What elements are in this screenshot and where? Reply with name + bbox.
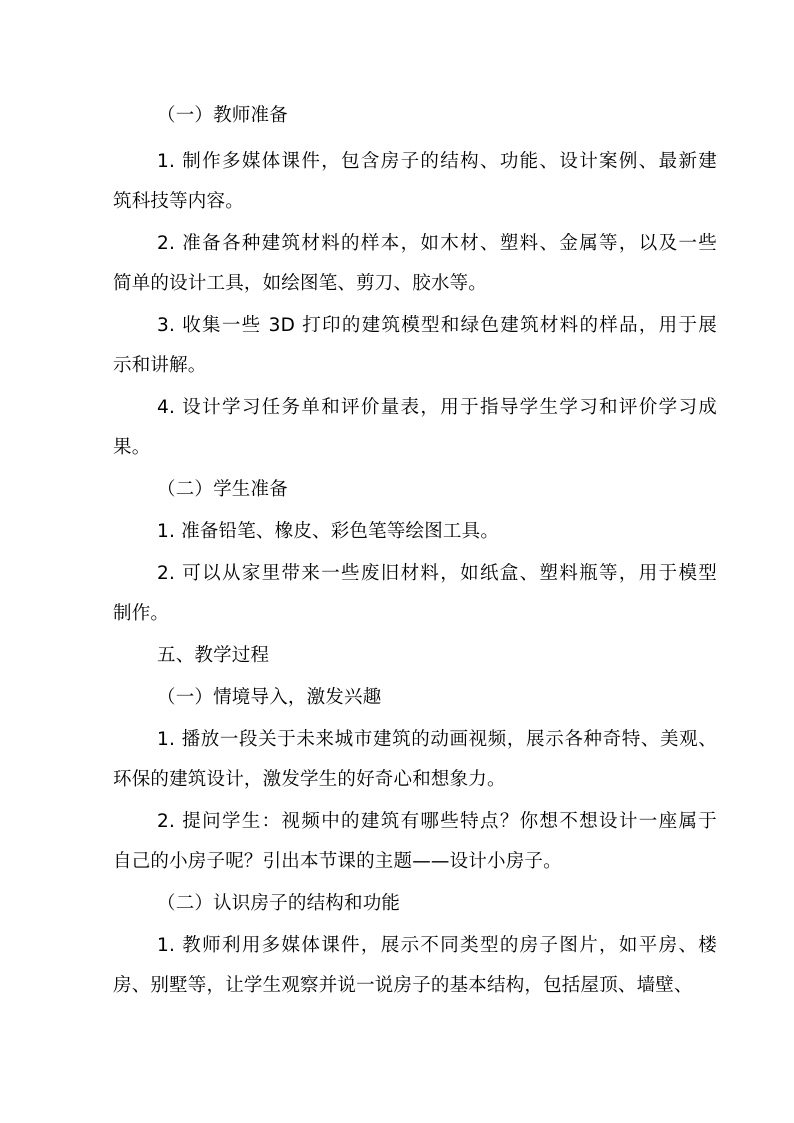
heading-teaching-process: 五、教学过程 [157, 645, 270, 666]
paragraph-line: 1. 准备铅笔、橡皮、彩色笔等绘图工具。 [157, 521, 500, 542]
paragraph-line: 制作。 [113, 603, 170, 624]
paragraph-line: 房、别墅等，让学生观察并说一说房子的基本结构，包括屋顶、墙壁、 [113, 975, 693, 996]
heading-student-prep: （二）学生准备 [157, 479, 288, 500]
paragraph-line: 筑科技等内容。 [113, 191, 244, 212]
heading-house-structure: （二）认识房子的结构和功能 [157, 893, 401, 914]
paragraph-line: 自己的小房子呢？引出本节课的主题——设计小房子。 [113, 851, 562, 872]
paragraph-line: 4. 设计学习任务单和评价量表，用于指导学生学习和评价学习成 [157, 397, 717, 418]
paragraph-line: 示和讲解。 [113, 355, 207, 376]
paragraph-line: 2. 提问学生：视频中的建筑有哪些特点？你想不想设计一座属于 [157, 811, 717, 832]
paragraph-line: 2. 准备各种建筑材料的样本，如木材、塑料、金属等，以及一些 [157, 233, 717, 254]
paragraph-line: 1. 教师利用多媒体课件，展示不同类型的房子图片，如平房、楼 [157, 935, 717, 956]
paragraph-line: 2. 可以从家里带来一些废旧材料，如纸盒、塑料瓶等，用于模型 [157, 563, 717, 584]
paragraph-line: 果。 [113, 437, 151, 458]
heading-teacher-prep: （一）教师准备 [157, 105, 288, 126]
paragraph-line: 3. 收集一些 3D 打印的建筑模型和绿色建筑材料的样品，用于展 [157, 315, 717, 336]
paragraph-line: 环保的建筑设计，激发学生的好奇心和想象力。 [113, 769, 506, 790]
paragraph-line: 1. 播放一段关于未来城市建筑的动画视频，展示各种奇特、美观、 [157, 729, 717, 750]
paragraph-line: 1. 制作多媒体课件，包含房子的结构、功能、设计案例、最新建 [157, 151, 717, 172]
paragraph-line: 简单的设计工具，如绘图笔、剪刀、胶水等。 [113, 273, 488, 294]
heading-scenario-intro: （一）情境导入，激发兴趣 [157, 687, 382, 708]
